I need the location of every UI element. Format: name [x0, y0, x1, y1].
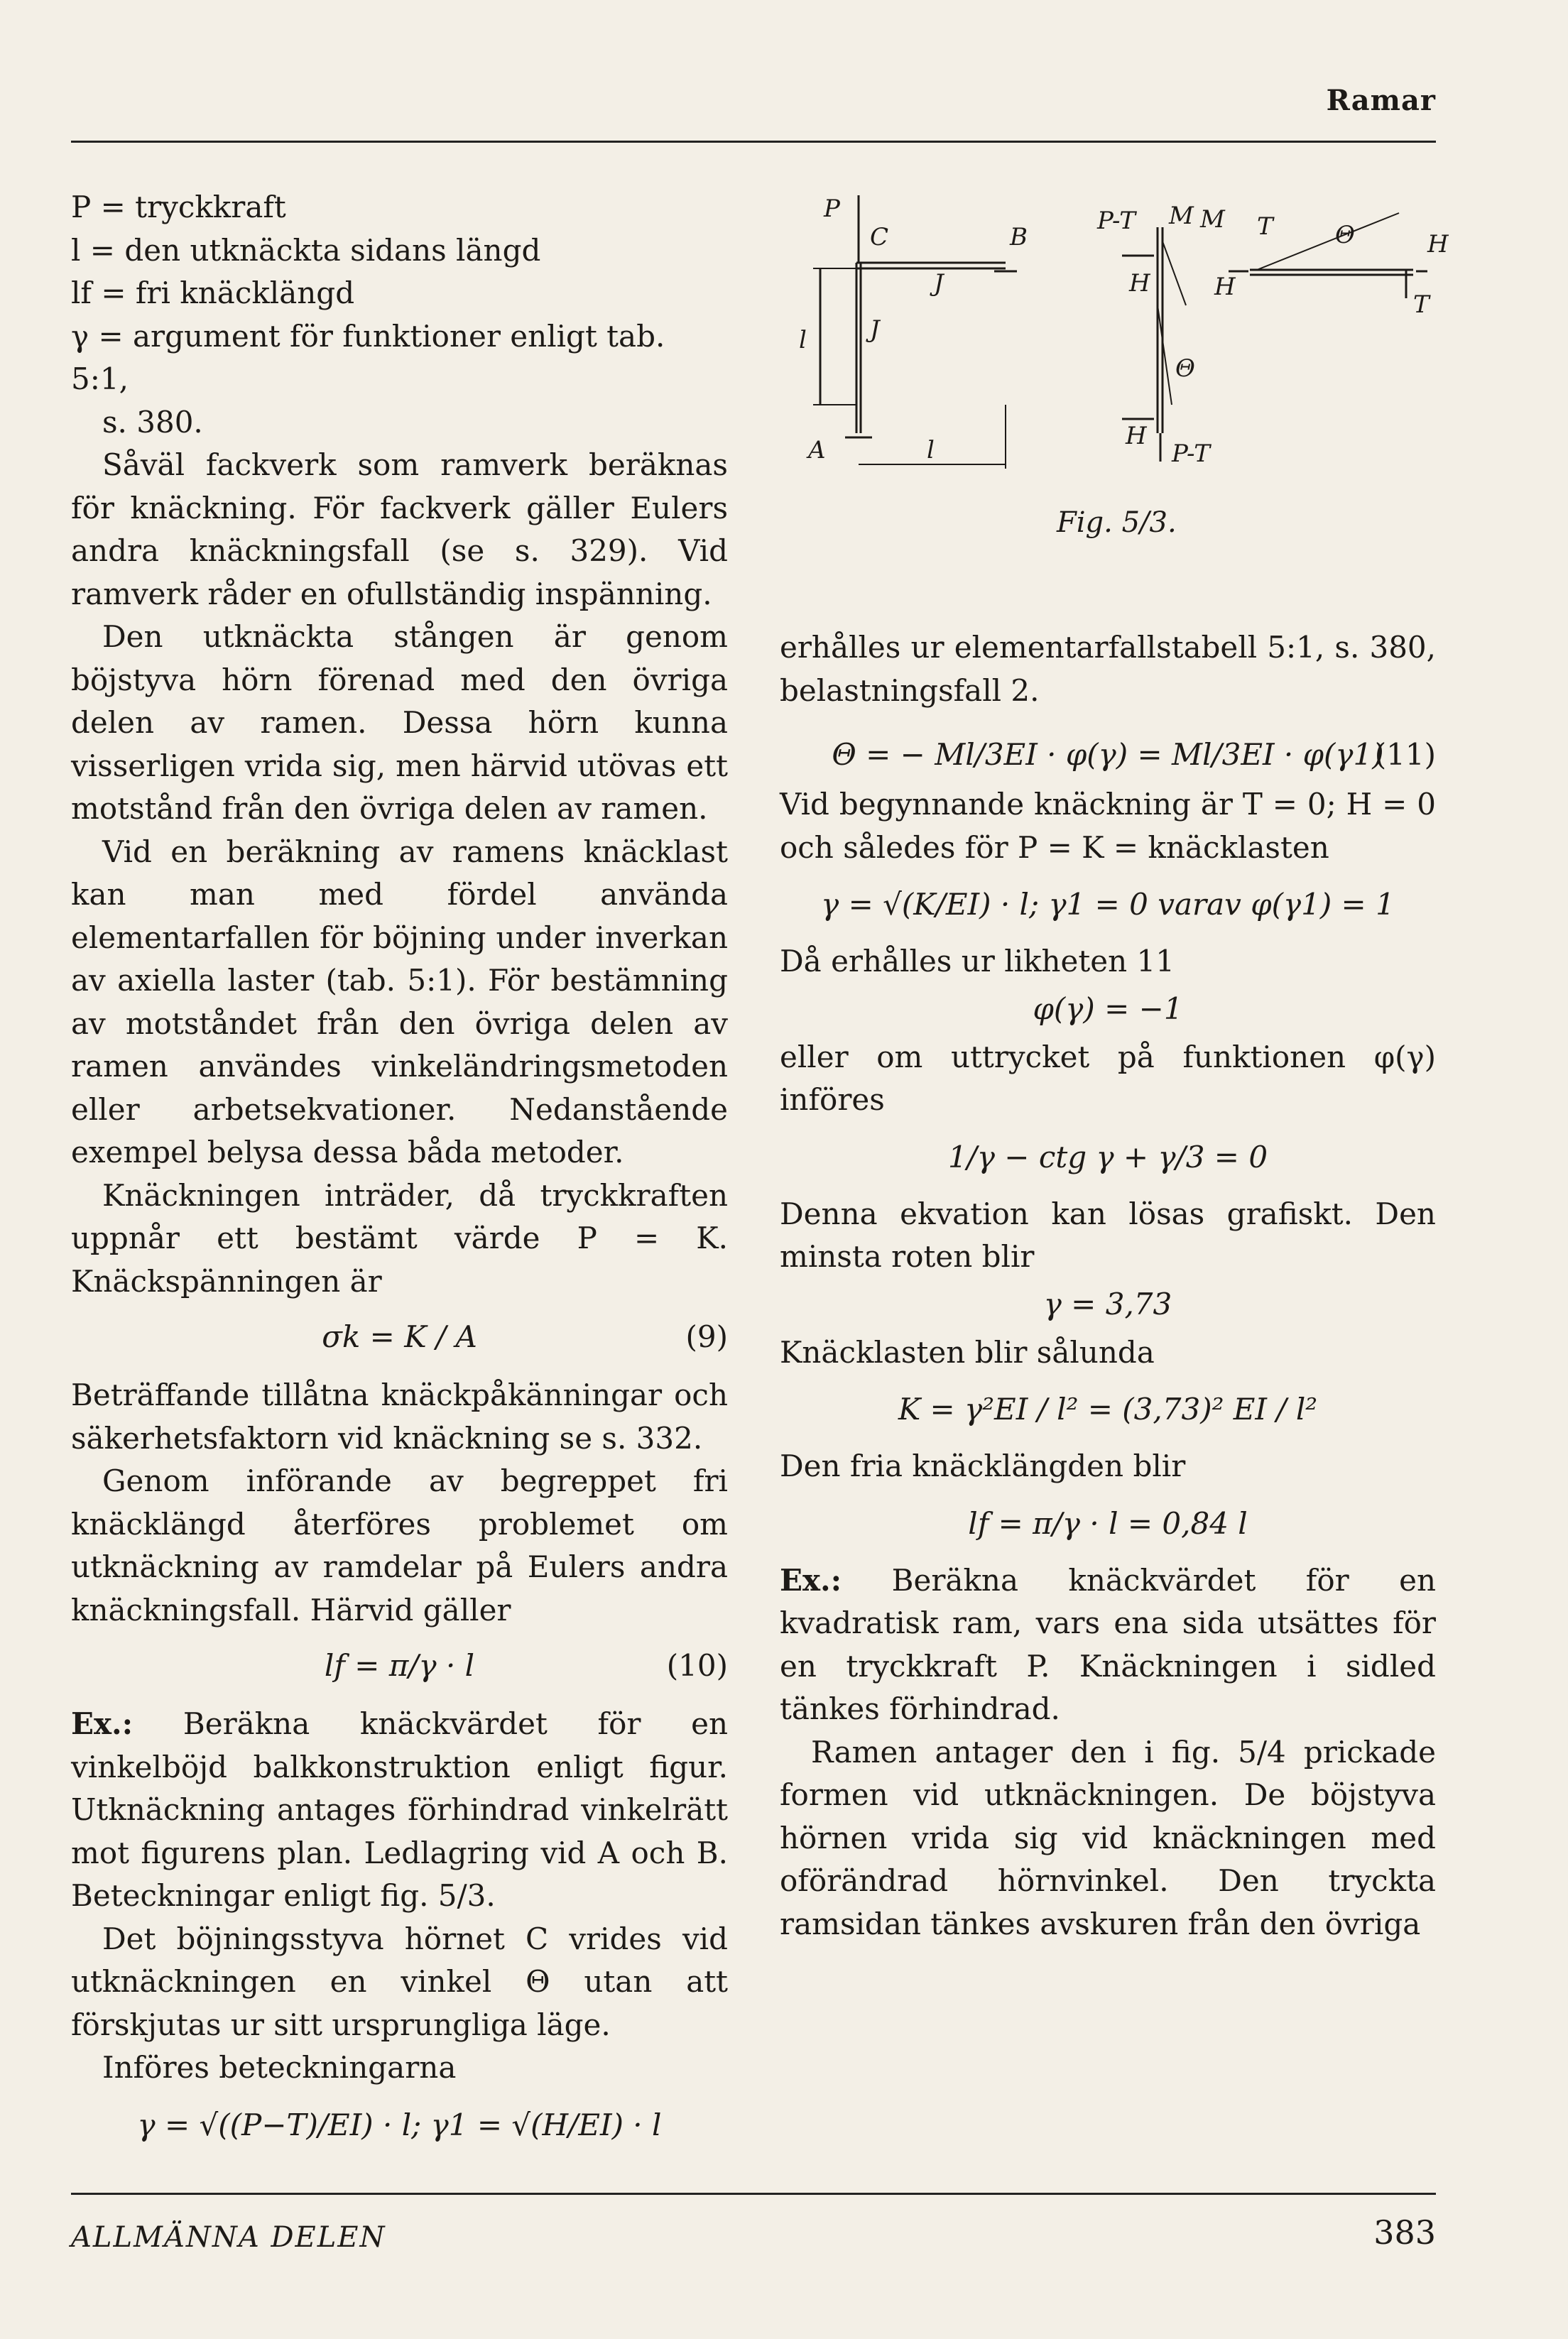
paragraph: Knäckningen inträder, då tryckkraften uppnår ett bestämt värde P = K. Knäckspänningen är [71, 1177, 728, 1299]
label-H: H [1129, 269, 1150, 298]
definition-line: P = tryckkraft [71, 190, 286, 224]
paragraph: Denna ekvation kan lösas grafiskt. Den minsta roten blir [780, 1196, 1436, 1274]
paragraph: Det böjningsstyva hörnet C vrides vid utknäckningen en vinkel Θ utan att förskjutas ur sitt ursprungliga läge. [71, 1921, 728, 2042]
paragraph: Då erhålles ur likheten 11 [780, 944, 1175, 978]
equation-root: γ = 3,73 [1043, 1286, 1172, 1321]
definition-line: γ = argument för funktioner enligt tab. 5:1, [71, 318, 665, 396]
equation-K: K = γ²EI / l² = (3,73)² EI / l² [898, 1392, 1318, 1427]
header-rule [71, 141, 1436, 143]
page-number: 383 [1373, 2213, 1436, 2252]
frame-diagram [788, 192, 1449, 504]
paragraph: eller om uttrycket på funktionen φ(γ) införes [780, 1039, 1436, 1117]
example-label: Ex.: [71, 1706, 134, 1741]
label-P-T: P-T [1172, 440, 1210, 468]
header-section-title: Ramar [1326, 84, 1436, 117]
label-H: H [1126, 422, 1147, 450]
label-A: A [808, 436, 826, 464]
equation-number: (11) [1374, 737, 1436, 772]
example-paragraph [71, 1703, 728, 1918]
label-H: H [1427, 230, 1449, 258]
label-T: T [1413, 290, 1430, 319]
example-text: Beräkna knäckvärdet för en vinkelböjd balkkonstruktion enligt figur. Utknäckning antages förhindrad vinkelrätt mot figurens plan. Ledlagring vid A och B. Beteckningar enligt fig. 5/3. [71, 1706, 729, 1913]
example-label: Ex.: [780, 1562, 842, 1598]
paragraph: Den fria knäcklängden blir [780, 1449, 1186, 1483]
label-T: T [1257, 212, 1273, 241]
label-H: H [1214, 273, 1236, 301]
label-J: J [870, 315, 880, 344]
footer-section: ALLMÄNNA DELEN [71, 2221, 386, 2254]
label-l: l [927, 436, 935, 464]
equation-gamma: γ = √((P−T)/EI) · l; γ1 = √(H/EI) · l [137, 2107, 662, 2142]
label-theta: Θ [1335, 221, 1355, 249]
definition-line: lf = fri knäcklängd [71, 276, 355, 310]
label-M: M [1169, 202, 1194, 230]
equation-10: lf = π/γ · l (10) [71, 1632, 728, 1703]
paragraph: Såväl fackverk som ramverk beräknas för knäckning. För fackverk gäller Eulers andra knäckningsfall (se s. 329). Vid ramverk råder en ofullständig inspänning. [71, 447, 728, 611]
paragraph: Vid en beräkning av ramens knäcklast kan man med fördel använda elementarfallen för böjning under inverkan av axiella laster (tab. 5:1). För bestämning av motståndet från den övriga delen av ramen användes vinkeländringsmetoden eller arbetsekvationer. Nedanstående exempel belysa dessa båda metoder. [71, 834, 728, 1170]
equation-lf: lf = π/γ · l = 0,84 l [968, 1505, 1248, 1541]
right-column [780, 626, 1436, 1946]
equation-ctg: 1/γ − ctg γ + γ/3 = 0 [947, 1139, 1268, 1174]
label-P-T: P-T [1097, 207, 1136, 235]
left-column [71, 186, 728, 2161]
figure-caption: Fig. 5/3. [1057, 506, 1177, 539]
paragraph: Ramen antager den i fig. 5/4 prickade formen vid utknäckningen. De böjstyva hörnen vrida sig vid knäckningen med oförändrad hörnvinkel. Den tryckta ramsidan tänkes avskuren från den övriga [780, 1734, 1436, 1941]
equation-k: γ = √(K/EI) · l; γ1 = 0 varav φ(γ1) = 1 [821, 887, 1395, 922]
label-P: P [824, 195, 840, 223]
label-B: B [1010, 223, 1028, 251]
paragraph: Vid begynnande knäckning är T = 0; H = 0 och således för P = K = knäcklasten [780, 787, 1436, 865]
equation-phi: φ(γ) = −1 [1033, 991, 1183, 1026]
example-text: Beräkna knäckvärdet för en kvadratisk ram, vars ena sida utsättes för en tryckkraft P. Knäckningen i sidled tänkes förhindrad. [780, 1562, 1437, 1726]
footer-rule [71, 2193, 1436, 2195]
definition-line: l = den utknäckta sidans längd [71, 232, 541, 268]
paragraph: Beträffande tillåtna knäckpåkänningar och säkerhetsfaktorn vid knäckning se s. 332. [71, 1378, 728, 1456]
equation-9: σk = K / A (9) [71, 1303, 728, 1374]
paragraph: Den utknäckta stången är genom böjstyva hörn förenad med den övriga delen av ramen. Dessa hörn kunna visserligen vrida sig, men härvid utövas ett motstånd från den övriga delen av ramen. [71, 619, 728, 826]
paragraph: Införes beteckningarna [102, 2050, 457, 2085]
equation-number: (9) [685, 1319, 728, 1354]
example-paragraph [780, 1559, 1436, 1731]
label-l: l [799, 326, 807, 354]
figure-5-3 [788, 192, 1449, 561]
equation-number: (10) [666, 1648, 728, 1683]
paragraph: Knäcklasten blir sålunda [780, 1334, 1155, 1370]
paragraph: Genom införande av begreppet fri knäcklängd återföres problemet om utknäckning av ramdelar på Eulers andra knäckningsfall. Härvid gäller [71, 1463, 728, 1628]
label-theta: Θ [1175, 354, 1195, 383]
label-J: J [934, 269, 944, 298]
equation-11: Θ = − Ml/3EI · φ(γ) = Ml/3EI · φ(γ1) (11) [780, 712, 1436, 783]
paragraph: erhålles ur elementarfallstabell 5:1, s. 380, belastningsfall 2. [780, 630, 1436, 708]
label-M: M [1200, 205, 1225, 234]
definition-line: s. 380. [102, 404, 203, 440]
label-C: C [870, 223, 889, 251]
